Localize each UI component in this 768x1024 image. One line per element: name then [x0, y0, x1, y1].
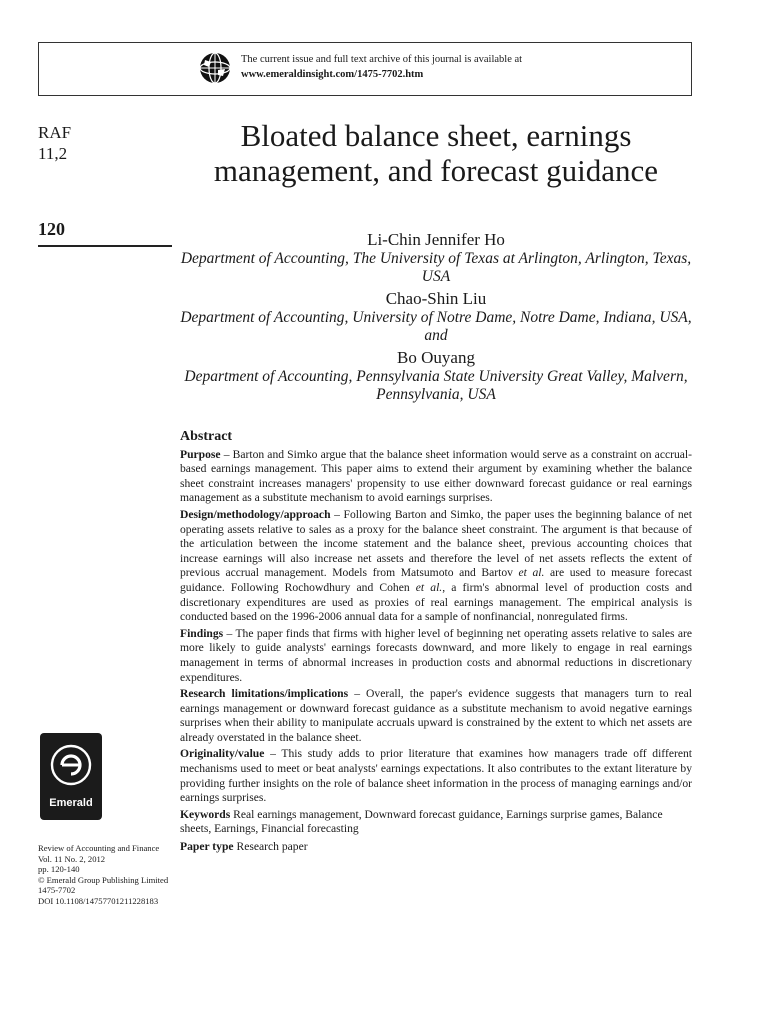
- design-text-2: are used to measure forecast guidance. Following Rochowdhury and Cohen: [180, 566, 692, 594]
- paper-type-label: Paper type: [180, 840, 234, 854]
- purpose-text: – Barton and Simko argue that the balance sheet information would serve as a constraint on accrual-based earnings management. This paper aims to extend their argument by examining whether the balance sheet constraint increases managers' propensity to use either downward forecast guidance or real earnings management as a substitute mechanism to avoid earnings surprises.: [180, 447, 692, 505]
- abstract-keywords: [180, 808, 692, 837]
- findings-label: Findings: [180, 626, 224, 640]
- purpose-label: Purpose: [180, 447, 221, 461]
- journal-abbr: RAF: [38, 123, 72, 142]
- limitations-label: Research limitations/implications: [180, 687, 349, 701]
- abstract-paper-type: [180, 840, 692, 855]
- originality-text: – This study adds to prior literature that examines how managers trade off different mechanisms used to meet or beat analysts' earnings expectations. It also contributes to the extant literature by providing further insights on the role of balance sheet information in the process of managing earnings and/or earnings surprises.: [180, 747, 692, 805]
- author-name: Chao-Shin Liu: [385, 289, 487, 308]
- findings-text: – The paper finds that firms with higher level of beginning net operating assets relative to sales are more likely to guide analysts' earnings forecasts downward, and more likely to engage in real earnings management in terms of abnormal increases in production costs and abnormal reductions in discretionary expenditures.: [180, 626, 692, 684]
- abstract-design: [180, 508, 692, 625]
- page-rule-divider: [38, 245, 172, 247]
- archive-notice: The current issue and full text archive of this journal is available at: [241, 54, 523, 65]
- abstract: [180, 430, 692, 857]
- design-etal-2: et al.: [415, 580, 443, 594]
- paper-type-text: Research paper: [233, 840, 308, 854]
- emerald-logo: [40, 733, 102, 820]
- journal-volume: 11,2: [38, 144, 68, 163]
- emerald-e-logo-icon: [49, 741, 93, 793]
- citation-pages: pp. 120-140: [38, 864, 80, 875]
- limitations-text: – Overall, the paper's evidence suggests that managers turn to real earnings management or downward forecast guidance as a substitute mechanism to avoid negative earnings surprises when their ability to manipulate accruals upward is constrained by the extent to which net assets are already overstated in the balance sheet.: [180, 687, 692, 744]
- author-list: [180, 230, 692, 407]
- keywords-text: Real earnings management, Downward forecast guidance, Earnings surprise games, Balance sheets, Earnings, Financial forecasting: [180, 807, 663, 836]
- citation-copyright: © Emerald Group Publishing Limited: [38, 874, 169, 885]
- archive-url[interactable]: www.emeraldinsight.com/1475-7702.htm: [241, 69, 424, 80]
- design-text-3: , a firm's abnormal level of production costs and discretionary expenditures are used as proxies of real earnings management. The empirical analysis is conducted based on the 1996-2006 annual data for a sample of nonfinancial, nonregulated firms.: [180, 580, 692, 624]
- citation-journal: Review of Accounting and Finance: [38, 843, 160, 853]
- citation-block: [38, 843, 168, 907]
- citation-issn: 1475-7702: [38, 885, 76, 896]
- design-etal-1: et al.: [518, 566, 545, 580]
- author-affiliation: Department of Accounting, The University of Texas at Arlington, Arlington, Texas, USA: [180, 250, 692, 285]
- abstract-limitations: [180, 687, 692, 745]
- citation-volume: Vol. 11 No. 2, 2012: [38, 853, 106, 864]
- abstract-heading: Abstract: [180, 429, 233, 444]
- citation-doi: DOI 10.1108/14757701211228183: [38, 895, 159, 906]
- author-affiliation: Department of Accounting, Pennsylvania State University Great Valley, Malvern, Pennsylvania, USA: [184, 368, 688, 403]
- author-name: Bo Ouyang: [397, 348, 475, 367]
- keywords-label: Keywords: [180, 807, 231, 821]
- design-text-1: – Following Barton and Simko, the paper uses the beginning balance of net operating assets relative to sales as a proxy for the balance sheet constraint. The argument is that because of the articulation between the income statement and the balance sheet, previous accounting choices that increase earnings will also increase net assets and therefore the level of net assets reflects the extent of previous accrual management. Models from Matsumoto and Bartov: [180, 507, 692, 580]
- design-label: Design/methodology/approach: [180, 507, 331, 521]
- author-affiliation: Department of Accounting, University of Notre Dame, Notre Dame, Indiana, USA, and: [180, 309, 692, 344]
- page-number: 120: [38, 219, 65, 239]
- journal-archive-banner: [38, 42, 692, 96]
- emerald-wordmark: Emerald: [49, 797, 93, 809]
- abstract-findings: [180, 627, 692, 685]
- journal-info: [38, 122, 71, 164]
- originality-label: Originality/value: [180, 747, 265, 761]
- globe-icon: [199, 52, 231, 84]
- abstract-originality: [180, 747, 692, 805]
- author-name: Li-Chin Jennifer Ho: [367, 230, 505, 249]
- article-title: Bloated balance sheet, earnings management, and forecast guidance: [213, 118, 659, 188]
- abstract-purpose: [180, 448, 692, 506]
